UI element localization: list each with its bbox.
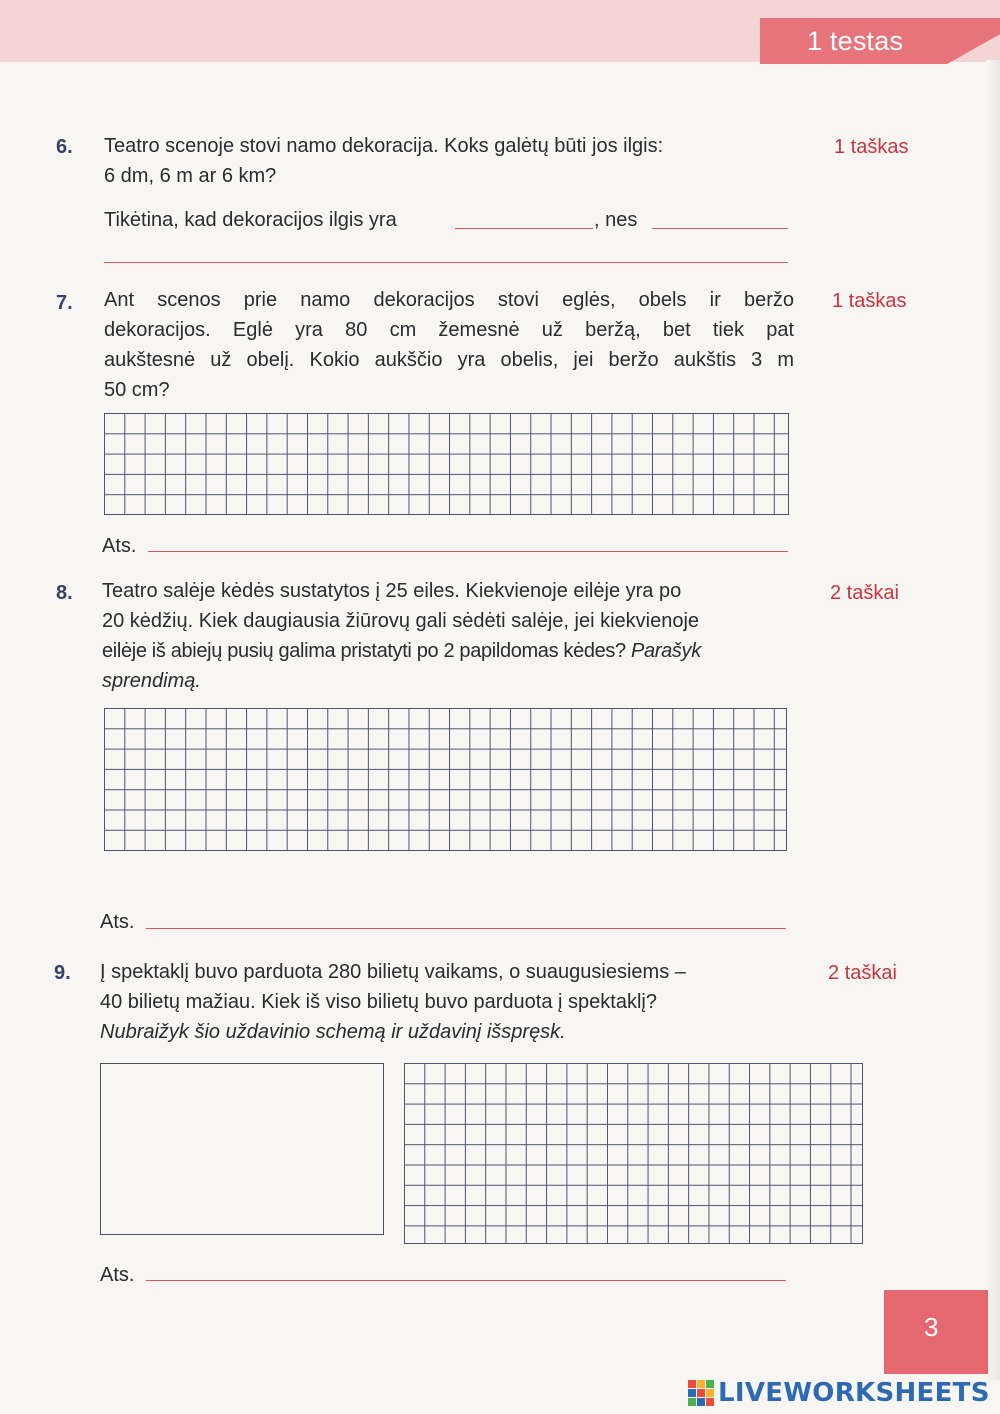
- page-edge-shadow: [986, 60, 1000, 1380]
- work-grid[interactable]: [404, 1063, 863, 1244]
- task-number: 8.: [56, 582, 73, 604]
- task-text-line: 20 kėdžių. Kiek daugiausia žiūrovų gali sėdėti salėje, jei kiekvienoje: [102, 610, 700, 632]
- answer-label: Ats.: [100, 1264, 135, 1286]
- fill-sentence-start: Tikėtina, kad dekoracijos ilgis yra: [104, 209, 397, 231]
- points-label: 2 taškai: [830, 582, 899, 604]
- task-number: 6.: [56, 136, 73, 158]
- instruction-italic: Parašyk: [631, 640, 701, 662]
- scheme-drawing-box[interactable]: [100, 1063, 384, 1235]
- task-number: 9.: [54, 962, 71, 984]
- fill-sentence-mid: , nes: [594, 209, 638, 231]
- points-label: 1 taškas: [834, 136, 909, 158]
- task-text-line: dekoracijos. Eglė yra 80 cm žemesnė už beržą, bet tiek pat: [104, 319, 794, 341]
- instruction-italic: Nubraižyk šio uždavinio schemą ir uždavinį išspręsk.: [100, 1021, 566, 1043]
- points-label: 2 taškai: [828, 962, 897, 984]
- answer-field[interactable]: [146, 1280, 786, 1281]
- task-text-line: Į spektaklį buvo parduota 280 bilietų vaikams, o suaugusiesiems –: [100, 961, 686, 983]
- task-text-line: aukštesnė už obelį. Kokio aukščio yra obelis, jei beržo aukštis 3 m: [104, 349, 794, 371]
- watermark-text: LIVEWORKSHEETS: [718, 1378, 990, 1408]
- task-text-line: Teatro salėje kėdės sustatytos į 25 eiles. Kiekvienoje eilėje yra po: [102, 580, 682, 602]
- liveworksheets-logo-icon: [688, 1380, 714, 1406]
- work-grid[interactable]: [104, 413, 789, 515]
- instruction-italic: sprendimą.: [102, 670, 201, 692]
- task-text-line: [102, 636, 701, 666]
- task-number: 7.: [56, 292, 73, 314]
- test-title: 1 testas: [807, 26, 904, 56]
- page-number: 3: [924, 1312, 939, 1342]
- task-text-line: [100, 1017, 566, 1047]
- points-label: 1 taškas: [832, 290, 907, 312]
- task-text-line: 50 cm?: [104, 379, 170, 401]
- reason-answer-field-line-2[interactable]: [104, 262, 788, 263]
- answer-label: Ats.: [100, 911, 135, 933]
- work-grid[interactable]: [104, 708, 787, 851]
- task-text-line: Teatro scenoje stovi namo dekoracija. Koks galėtų būti jos ilgis:: [104, 135, 664, 157]
- task-text: eilėje iš abiejų pusių galima pristatyti po 2 papildomas kėdes?: [102, 640, 626, 662]
- reason-answer-field[interactable]: [652, 228, 788, 229]
- answer-field[interactable]: [148, 551, 788, 552]
- task-text-line: Ant scenos prie namo dekoracijos stovi eglės, obels ir beržo: [104, 289, 794, 311]
- task-text-line: 6 dm, 6 m ar 6 km?: [104, 165, 277, 187]
- liveworksheets-watermark: [688, 1377, 993, 1409]
- answer-label: Ats.: [102, 535, 137, 557]
- length-answer-field[interactable]: [455, 228, 593, 229]
- task-text-line: [102, 666, 201, 696]
- answer-field[interactable]: [146, 928, 786, 929]
- task-text-line: 40 bilietų mažiau. Kiek iš viso bilietų buvo parduota į spektaklį?: [100, 991, 657, 1013]
